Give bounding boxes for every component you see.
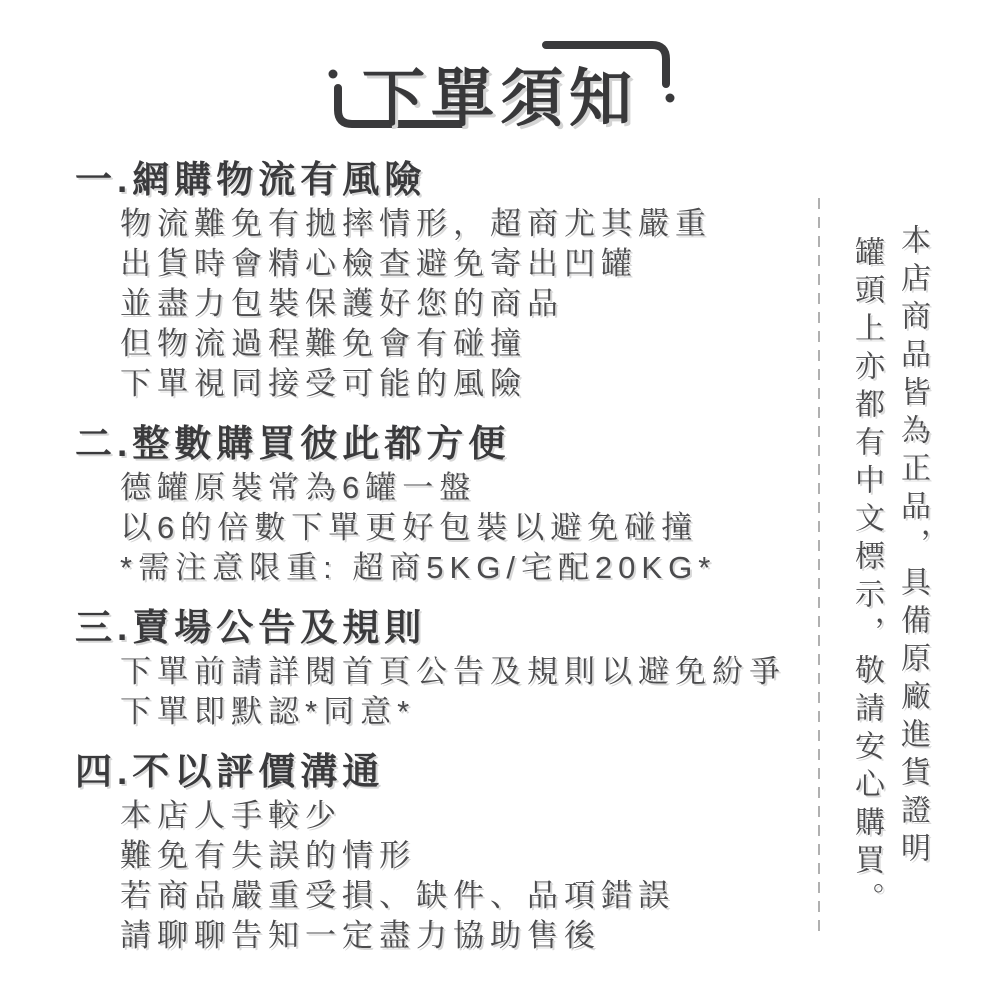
body-line: 難免有失誤的情形 [120, 838, 416, 873]
notice-sections [75, 158, 805, 974]
section-shipping-risk [75, 158, 805, 404]
section-heading: 一.網購物流有風險 [75, 159, 427, 200]
section-no-review-communication [75, 750, 805, 956]
body-line: 若商品嚴重受損、缺件、品項錯誤 [120, 878, 675, 913]
vertical-note-line: 罐頭上亦都有中文標示，敬請安心購買。 [850, 236, 883, 920]
title-block [0, 0, 1000, 160]
section-bulk-purchase [75, 422, 805, 588]
section-body [120, 468, 805, 588]
body-line: 德罐原裝常為6罐一盤 [120, 470, 477, 505]
body-line: *需注意限重: 超商5KG/宅配20KG* [120, 550, 717, 585]
body-line: 以6的倍數下單更好包裝以避免碰撞 [120, 510, 699, 545]
section-body [120, 796, 805, 956]
section-heading: 二.整數購買彼此都方便 [75, 423, 511, 464]
section-body [120, 204, 805, 404]
dashed-divider [818, 198, 820, 933]
vertical-note-line: 本店商品皆為正品，具備原廠進貨證明 [896, 224, 929, 870]
section-heading: 三.賣場公告及規則 [75, 607, 427, 648]
authenticity-note [843, 224, 935, 944]
body-line: 並盡力包裝保護好您的商品 [120, 286, 564, 321]
section-store-rules [75, 606, 805, 732]
page-title: 下單須知 [362, 64, 638, 134]
body-line: 但物流過程難免會有碰撞 [120, 326, 527, 361]
section-body [120, 652, 805, 732]
body-line: 出貨時會精心檢查避免寄出凹罐 [120, 246, 638, 281]
section-heading: 四.不以評價溝通 [75, 751, 385, 792]
body-line: 下單即默認*同意* [120, 694, 416, 729]
body-line: 請聊聊告知一定盡力協助售後 [120, 918, 601, 953]
body-line: 下單視同接受可能的風險 [120, 366, 527, 401]
body-line: 下單前請詳閱首頁公告及規則以避免紛爭 [120, 654, 786, 689]
body-line: 物流難免有拋摔情形，超商尤其嚴重 [120, 206, 712, 241]
body-line: 本店人手較少 [120, 798, 342, 833]
